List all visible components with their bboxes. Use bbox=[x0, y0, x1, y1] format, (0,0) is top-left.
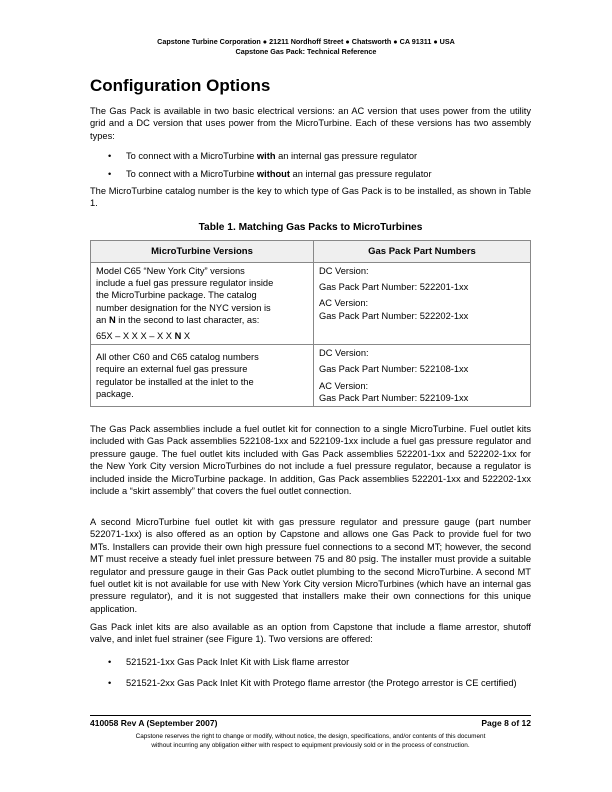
header-doc-line: Capstone Gas Pack: Technical Reference bbox=[235, 47, 377, 56]
table-cell-versions: All other C60 and C65 catalog numbers require an external fuel gas pressure regulator be installed at the inlet to the package. bbox=[91, 345, 314, 407]
nyc-code: 65X – X X X – X X N X bbox=[96, 331, 191, 342]
legal-notice: Capstone reserves the right to change or modify, without notice, the design, specifications, and/or contents of this document without incurring any obligation either with respect to equipment previously sold or in the process of construction. bbox=[135, 733, 486, 749]
gas-pack-table bbox=[90, 240, 531, 407]
list-item-text: 521521-2xx Gas Pack Inlet Kit with Protego flame arrestor (the Protego arrestor is CE certified) bbox=[126, 678, 517, 688]
page-number: Page 8 of 12 bbox=[481, 718, 531, 728]
table-header-cell: Gas Pack Part Numbers bbox=[314, 241, 531, 263]
bullet-icon: • bbox=[108, 151, 112, 161]
table-row bbox=[91, 345, 531, 407]
table-row bbox=[91, 263, 531, 345]
table-caption: Table 1. Matching Gas Packs to MicroTurbines bbox=[198, 222, 423, 233]
table-header-row bbox=[91, 241, 531, 263]
table-cell-part-numbers: DC Version: Gas Pack Part Number: 522201-1xx AC Version: Gas Pack Part Number: 522202-1xx bbox=[314, 263, 531, 345]
document-revision: 410058 Rev A (September 2007) bbox=[90, 718, 218, 728]
page-footer bbox=[90, 718, 531, 728]
second-outlet-paragraph: A second MicroTurbine fuel outlet kit with gas pressure regulator and pressure gauge (part number 522071-1xx) is also offered as an option by Capstone and allows one Gas Pack to provide fuel for two MTs. Installers can provide their own high pressure fuel connections to a second MT; however, the second MT must receive a steady fuel inlet pressure between 75 and 80 psig. The installer must provide a suitable regulator and pressure gauge in their Gas Pack outlet plumbing to the second MicroTurbine. A second MT fuel outlet kit is not available for use with New York City version MicroTurbines (which have an internal gas pressure regulator), and it is not suggested that installers make their own connections for this unique application. bbox=[90, 517, 531, 614]
inlet-kit-paragraph: Gas Pack inlet kits are also available as an option from Capstone that include a flame arrestor, shutoff valve, and inlet fuel strainer (see Figure 1). Two versions are offered: bbox=[90, 622, 531, 645]
outlet-kit-paragraph: The Gas Pack assemblies include a fuel outlet kit for connection to a single MicroTurbine. Fuel outlet kits included with Gas Pack assemblies 522108-1xx and 522109-1xx include a fuel gas pressure regulator and pressure gauge. The fuel outlet kits included with Gas Pack assemblies 522201-1xx and 522202-1xx for the New York City version MicroTurbines do not include a fuel pressure regulator, because a regulator is included inside the MicroTurbine package. In addition, Gas Pack assemblies 522201-1xx and 522202-1xx include a “skirt assembly” that covers the fuel outlet connection. bbox=[90, 424, 531, 497]
table-cell-versions: Model C65 “New York City” versions include a fuel gas pressure regulator inside the MicroTurbine package. The catalog number designation for the NYC version is an N in the second to last character, as: 65X – X X X – X X N X bbox=[91, 263, 314, 345]
list-item-text: To connect with a MicroTurbine without an internal gas pressure regulator bbox=[126, 169, 432, 179]
bullet-icon: • bbox=[108, 678, 112, 688]
list-item-text: To connect with a MicroTurbine with an internal gas pressure regulator bbox=[126, 151, 418, 161]
list-item-text: 521521-1xx Gas Pack Inlet Kit with Lisk flame arrestor bbox=[126, 657, 350, 667]
page-header bbox=[0, 37, 612, 57]
intro-paragraph: The Gas Pack is available in two basic electrical versions: an AC version that uses power from the utility grid and a DC version that uses power from the MicroTurbine. Each of these versions has two assembly types: bbox=[90, 106, 531, 141]
catalog-note-paragraph: The MicroTurbine catalog number is the key to which type of Gas Pack is to be installed, as shown in Table 1. bbox=[90, 186, 531, 209]
bullet-icon: • bbox=[108, 169, 112, 179]
table-cell-part-numbers: DC Version: Gas Pack Part Number: 522108-1xx AC Version: Gas Pack Part Number: 522109-1xx bbox=[314, 345, 531, 407]
page-title: Configuration Options bbox=[90, 76, 271, 95]
table-header-cell: MicroTurbine Versions bbox=[91, 241, 314, 263]
header-company-line: Capstone Turbine Corporation ● 21211 Nordhoff Street ● Chatsworth ● CA 91311 ● USA bbox=[157, 37, 455, 46]
footer-divider bbox=[90, 715, 531, 716]
bullet-icon: • bbox=[108, 657, 112, 667]
